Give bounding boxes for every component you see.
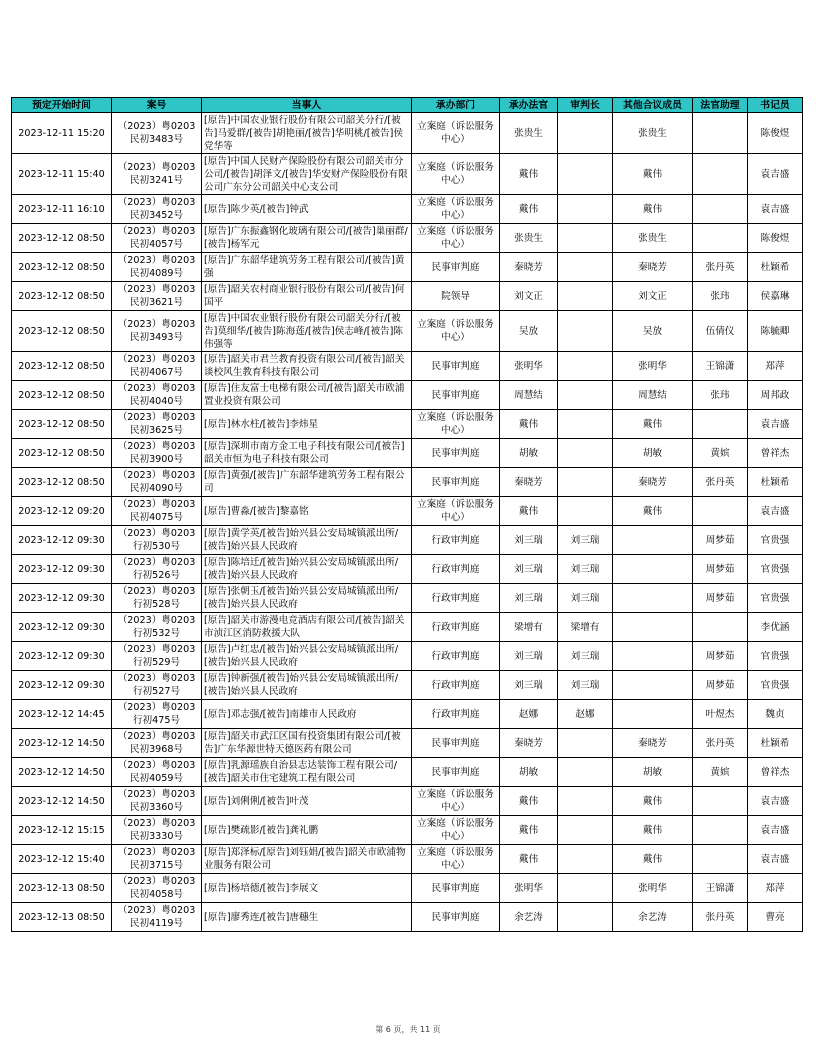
chief-judge-cell: 赵娜 [558, 700, 613, 729]
case-number-cell: （2023）粤0203民初3360号 [112, 787, 202, 816]
parties-cell: [原告]中国农业银行股份有限公司韶关分行/[被告]马爱群/[被告]胡艳丽/[被告]华明桃/[被告]侯党华等 [202, 113, 412, 154]
presiding-judge-cell: 戴伟 [500, 195, 558, 224]
judge-assistant-cell: 张玮 [693, 381, 748, 410]
start-time-cell: 2023-12-12 08:50 [12, 381, 112, 410]
judge-assistant-cell [693, 816, 748, 845]
table-row [12, 758, 803, 787]
judge-assistant-cell: 王锦潇 [693, 874, 748, 903]
judge-assistant-cell [693, 497, 748, 526]
header-chief-judge: 审判长 [558, 98, 613, 113]
judge-assistant-cell: 周梦茹 [693, 671, 748, 700]
presiding-judge-cell: 梁增有 [500, 613, 558, 642]
start-time-cell: 2023-12-12 09:30 [12, 584, 112, 613]
other-members-cell [613, 555, 693, 584]
case-number-cell: （2023）粤0203民初4059号 [112, 758, 202, 787]
judge-assistant-cell: 黄嫔 [693, 758, 748, 787]
clerk-cell: 周邦政 [748, 381, 803, 410]
presiding-judge-cell: 张贵生 [500, 113, 558, 154]
judge-assistant-cell: 张丹英 [693, 903, 748, 932]
parties-cell: [原告]陈少英/[被告]钟武 [202, 195, 412, 224]
clerk-cell: 郑萍 [748, 874, 803, 903]
judge-assistant-cell: 张玮 [693, 282, 748, 311]
chief-judge-cell [558, 410, 613, 439]
chief-judge-cell: 梁增有 [558, 613, 613, 642]
case-number-cell: （2023）粤0203民初4075号 [112, 497, 202, 526]
presiding-judge-cell: 戴伟 [500, 410, 558, 439]
judge-assistant-cell: 张丹英 [693, 729, 748, 758]
clerk-cell: 李优涵 [748, 613, 803, 642]
clerk-cell: 陈俊煜 [748, 224, 803, 253]
judge-assistant-cell: 张丹英 [693, 468, 748, 497]
other-members-cell: 戴伟 [613, 195, 693, 224]
other-members-cell: 戴伟 [613, 787, 693, 816]
presiding-judge-cell: 刘三瑞 [500, 642, 558, 671]
clerk-cell: 郑萍 [748, 352, 803, 381]
judge-assistant-cell: 王锦潇 [693, 352, 748, 381]
chief-judge-cell [558, 113, 613, 154]
chief-judge-cell [558, 311, 613, 352]
table-row [12, 555, 803, 584]
start-time-cell: 2023-12-12 14:45 [12, 700, 112, 729]
table-row [12, 642, 803, 671]
other-members-cell: 张明华 [613, 352, 693, 381]
department-cell: 民事审判庭 [412, 381, 500, 410]
parties-cell: [原告]住友富士电梯有限公司/[被告]韶关市欧浦置业投资有限公司 [202, 381, 412, 410]
header-department: 承办部门 [412, 98, 500, 113]
table-row [12, 613, 803, 642]
presiding-judge-cell: 胡敏 [500, 439, 558, 468]
other-members-cell: 戴伟 [613, 497, 693, 526]
department-cell: 民事审判庭 [412, 439, 500, 468]
other-members-cell: 戴伟 [613, 154, 693, 195]
other-members-cell: 秦晓芳 [613, 253, 693, 282]
parties-cell: [原告]韶关农村商业银行股份有限公司/[被告]何国平 [202, 282, 412, 311]
other-members-cell: 吴放 [613, 311, 693, 352]
parties-cell: [原告]林水柱/[被告]李炜星 [202, 410, 412, 439]
case-number-cell: （2023）粤0203民初4040号 [112, 381, 202, 410]
table-row [12, 195, 803, 224]
start-time-cell: 2023-12-12 08:50 [12, 224, 112, 253]
judge-assistant-cell [693, 410, 748, 439]
case-number-cell: （2023）粤0203民初3968号 [112, 729, 202, 758]
chief-judge-cell [558, 195, 613, 224]
other-members-cell [613, 613, 693, 642]
chief-judge-cell [558, 253, 613, 282]
presiding-judge-cell: 余艺涛 [500, 903, 558, 932]
clerk-cell: 官贵强 [748, 671, 803, 700]
other-members-cell: 张贵生 [613, 113, 693, 154]
presiding-judge-cell: 秦晓芳 [500, 729, 558, 758]
department-cell: 立案庭（诉讼服务中心） [412, 113, 500, 154]
other-members-cell: 胡敏 [613, 439, 693, 468]
chief-judge-cell [558, 381, 613, 410]
start-time-cell: 2023-12-12 09:30 [12, 555, 112, 584]
department-cell: 行政审判庭 [412, 584, 500, 613]
clerk-cell: 杜颖希 [748, 729, 803, 758]
start-time-cell: 2023-12-11 15:40 [12, 154, 112, 195]
parties-cell: [原告]卢红忠/[被告]始兴县公安局城镇派出所/[被告]始兴县人民政府 [202, 642, 412, 671]
chief-judge-cell [558, 787, 613, 816]
table-row [12, 154, 803, 195]
clerk-cell: 陈俊煜 [748, 113, 803, 154]
department-cell: 民事审判庭 [412, 352, 500, 381]
clerk-cell: 杜颖希 [748, 253, 803, 282]
presiding-judge-cell: 刘三瑞 [500, 671, 558, 700]
department-cell: 立案庭（诉讼服务中心） [412, 787, 500, 816]
parties-cell: [原告]乳源瑶族自治县志达装饰工程有限公司/[被告]韶关市住宅建筑工程有限公司 [202, 758, 412, 787]
table-row [12, 253, 803, 282]
presiding-judge-cell: 戴伟 [500, 816, 558, 845]
table-row [12, 700, 803, 729]
presiding-judge-cell: 赵娜 [500, 700, 558, 729]
clerk-cell: 袁吉盛 [748, 845, 803, 874]
table-row [12, 874, 803, 903]
start-time-cell: 2023-12-12 08:50 [12, 410, 112, 439]
table-row [12, 497, 803, 526]
parties-cell: [原告]钟新强/[被告]始兴县公安局城镇派出所/[被告]始兴县人民政府 [202, 671, 412, 700]
case-number-cell: （2023）粤0203民初4089号 [112, 253, 202, 282]
department-cell: 立案庭（诉讼服务中心） [412, 845, 500, 874]
case-number-cell: （2023）粤0203民初4067号 [112, 352, 202, 381]
presiding-judge-cell: 刘三瑞 [500, 584, 558, 613]
start-time-cell: 2023-12-12 08:50 [12, 253, 112, 282]
chief-judge-cell [558, 439, 613, 468]
parties-cell: [原告]中国人民财产保险股份有限公司韶关市分公司/[被告]胡泽文/[被告]华安财产保险股份有限公司广东分公司韶关中心支公司 [202, 154, 412, 195]
parties-cell: [原告]黄强/[被告]广东韶华建筑劳务工程有限公司 [202, 468, 412, 497]
start-time-cell: 2023-12-12 14:50 [12, 758, 112, 787]
clerk-cell: 官贵强 [748, 584, 803, 613]
other-members-cell: 张贵生 [613, 224, 693, 253]
start-time-cell: 2023-12-12 08:50 [12, 282, 112, 311]
clerk-cell: 官贵强 [748, 642, 803, 671]
header-start-time: 预定开始时间 [12, 98, 112, 113]
chief-judge-cell [558, 758, 613, 787]
chief-judge-cell [558, 816, 613, 845]
other-members-cell [613, 584, 693, 613]
other-members-cell: 秦晓芳 [613, 729, 693, 758]
chief-judge-cell [558, 224, 613, 253]
presiding-judge-cell: 秦晓芳 [500, 468, 558, 497]
table-row [12, 526, 803, 555]
hearing-schedule-table [11, 97, 803, 932]
judge-assistant-cell [693, 787, 748, 816]
presiding-judge-cell: 秦晓芳 [500, 253, 558, 282]
chief-judge-cell: 刘三瑞 [558, 526, 613, 555]
presiding-judge-cell: 张明华 [500, 874, 558, 903]
chief-judge-cell [558, 903, 613, 932]
judge-assistant-cell [693, 845, 748, 874]
presiding-judge-cell: 胡敏 [500, 758, 558, 787]
other-members-cell: 胡敏 [613, 758, 693, 787]
other-members-cell: 秦晓芳 [613, 468, 693, 497]
department-cell: 立案庭（诉讼服务中心） [412, 311, 500, 352]
parties-cell: [原告]樊疏影/[被告]龚礼鹏 [202, 816, 412, 845]
department-cell: 院领导 [412, 282, 500, 311]
case-number-cell: （2023）粤0203行初526号 [112, 555, 202, 584]
judge-assistant-cell: 黄嫔 [693, 439, 748, 468]
clerk-cell: 官贵强 [748, 555, 803, 584]
other-members-cell: 周慧结 [613, 381, 693, 410]
other-members-cell [613, 700, 693, 729]
other-members-cell: 张明华 [613, 874, 693, 903]
header-parties: 当事人 [202, 98, 412, 113]
case-number-cell: （2023）粤0203行初475号 [112, 700, 202, 729]
case-number-cell: （2023）粤0203民初3621号 [112, 282, 202, 311]
clerk-cell: 袁吉盛 [748, 410, 803, 439]
department-cell: 民事审判庭 [412, 253, 500, 282]
case-number-cell: （2023）粤0203民初3715号 [112, 845, 202, 874]
start-time-cell: 2023-12-12 15:40 [12, 845, 112, 874]
header-presiding-judge: 承办法官 [500, 98, 558, 113]
judge-assistant-cell: 周梦茹 [693, 555, 748, 584]
parties-cell: [原告]曹淼/[被告]黎嘉铭 [202, 497, 412, 526]
parties-cell: [原告]邓志强/[被告]南雄市人民政府 [202, 700, 412, 729]
parties-cell: [原告]刘俐俐/[被告]叶茂 [202, 787, 412, 816]
case-number-cell: （2023）粤0203行初532号 [112, 613, 202, 642]
clerk-cell: 曾祥杰 [748, 758, 803, 787]
clerk-cell: 官贵强 [748, 526, 803, 555]
department-cell: 民事审判庭 [412, 468, 500, 497]
case-number-cell: （2023）粤0203民初3483号 [112, 113, 202, 154]
start-time-cell: 2023-12-13 08:50 [12, 874, 112, 903]
start-time-cell: 2023-12-12 08:50 [12, 468, 112, 497]
table-row [12, 468, 803, 497]
parties-cell: [原告]韶关市君兰教育投资有限公司/[被告]韶关谈校风生教育科技有限公司 [202, 352, 412, 381]
department-cell: 行政审判庭 [412, 671, 500, 700]
parties-cell: [原告]张朝玉/[被告]始兴县公安局城镇派出所/[被告]始兴县人民政府 [202, 584, 412, 613]
department-cell: 立案庭（诉讼服务中心） [412, 816, 500, 845]
chief-judge-cell: 刘三瑞 [558, 584, 613, 613]
parties-cell: [原告]廖秀连/[被告]唐穗生 [202, 903, 412, 932]
presiding-judge-cell: 吴放 [500, 311, 558, 352]
case-number-cell: （2023）粤0203民初4057号 [112, 224, 202, 253]
department-cell: 行政审判庭 [412, 555, 500, 584]
presiding-judge-cell: 周慧结 [500, 381, 558, 410]
clerk-cell: 杜颖希 [748, 468, 803, 497]
table-row [12, 845, 803, 874]
judge-assistant-cell [693, 613, 748, 642]
table-row [12, 584, 803, 613]
clerk-cell: 袁吉盛 [748, 154, 803, 195]
judge-assistant-cell: 周梦茹 [693, 526, 748, 555]
department-cell: 立案庭（诉讼服务中心） [412, 154, 500, 195]
parties-cell: [原告]中国农业银行股份有限公司韶关分行/[被告]莫细华/[被告]陈海莲/[被告]侯志峰/[被告]陈伟强等 [202, 311, 412, 352]
clerk-cell: 袁吉盛 [748, 195, 803, 224]
department-cell: 行政审判庭 [412, 700, 500, 729]
presiding-judge-cell: 刘三瑞 [500, 555, 558, 584]
other-members-cell [613, 526, 693, 555]
header-judge-assistant: 法官助理 [693, 98, 748, 113]
clerk-cell: 袁吉盛 [748, 497, 803, 526]
presiding-judge-cell: 刘文正 [500, 282, 558, 311]
clerk-cell: 侯嘉琳 [748, 282, 803, 311]
presiding-judge-cell: 戴伟 [500, 497, 558, 526]
start-time-cell: 2023-12-12 14:50 [12, 729, 112, 758]
start-time-cell: 2023-12-12 08:50 [12, 439, 112, 468]
table-row [12, 282, 803, 311]
chief-judge-cell [558, 282, 613, 311]
presiding-judge-cell: 张贵生 [500, 224, 558, 253]
start-time-cell: 2023-12-12 08:50 [12, 311, 112, 352]
other-members-cell: 戴伟 [613, 845, 693, 874]
department-cell: 民事审判庭 [412, 874, 500, 903]
judge-assistant-cell: 伍倩仪 [693, 311, 748, 352]
judge-assistant-cell [693, 113, 748, 154]
start-time-cell: 2023-12-11 16:10 [12, 195, 112, 224]
case-number-cell: （2023）粤0203行初529号 [112, 642, 202, 671]
table-row [12, 352, 803, 381]
department-cell: 民事审判庭 [412, 758, 500, 787]
case-number-cell: （2023）粤0203民初3493号 [112, 311, 202, 352]
header-clerk: 书记员 [748, 98, 803, 113]
judge-assistant-cell: 叶煜杰 [693, 700, 748, 729]
table-row [12, 671, 803, 700]
judge-assistant-cell [693, 154, 748, 195]
table-row [12, 729, 803, 758]
department-cell: 立案庭（诉讼服务中心） [412, 224, 500, 253]
case-number-cell: （2023）粤0203民初3900号 [112, 439, 202, 468]
presiding-judge-cell: 刘三瑞 [500, 526, 558, 555]
case-number-cell: （2023）粤0203民初3452号 [112, 195, 202, 224]
clerk-cell: 袁吉盛 [748, 787, 803, 816]
chief-judge-cell [558, 154, 613, 195]
case-number-cell: （2023）粤0203民初4119号 [112, 903, 202, 932]
table-row [12, 410, 803, 439]
table-row [12, 113, 803, 154]
presiding-judge-cell: 戴伟 [500, 845, 558, 874]
chief-judge-cell: 刘三瑞 [558, 555, 613, 584]
department-cell: 行政审判庭 [412, 526, 500, 555]
presiding-judge-cell: 戴伟 [500, 787, 558, 816]
chief-judge-cell [558, 352, 613, 381]
start-time-cell: 2023-12-13 08:50 [12, 903, 112, 932]
judge-assistant-cell: 周梦茹 [693, 584, 748, 613]
case-number-cell: （2023）粤0203民初4058号 [112, 874, 202, 903]
judge-assistant-cell [693, 224, 748, 253]
table-row [12, 439, 803, 468]
case-number-cell: （2023）粤0203民初3241号 [112, 154, 202, 195]
start-time-cell: 2023-12-12 09:20 [12, 497, 112, 526]
case-number-cell: （2023）粤0203行初530号 [112, 526, 202, 555]
header-row [12, 98, 803, 113]
start-time-cell: 2023-12-12 09:30 [12, 671, 112, 700]
department-cell: 民事审判庭 [412, 903, 500, 932]
case-number-cell: （2023）粤0203民初3625号 [112, 410, 202, 439]
parties-cell: [原告]广东韶华建筑劳务工程有限公司/[被告]黄强 [202, 253, 412, 282]
header-other-members: 其他合议成员 [613, 98, 693, 113]
chief-judge-cell: 刘三瑞 [558, 671, 613, 700]
case-number-cell: （2023）粤0203民初3330号 [112, 816, 202, 845]
department-cell: 立案庭（诉讼服务中心） [412, 497, 500, 526]
department-cell: 民事审判庭 [412, 729, 500, 758]
chief-judge-cell: 刘三瑞 [558, 642, 613, 671]
start-time-cell: 2023-12-11 15:20 [12, 113, 112, 154]
parties-cell: [原告]郑泽标/[原告]刘钰娟/[被告]韶关市欧浦物业服务有限公司 [202, 845, 412, 874]
judge-assistant-cell: 张丹英 [693, 253, 748, 282]
parties-cell: [原告]深圳市南方金工电子科技有限公司/[被告]韶关市恒为电子科技有限公司 [202, 439, 412, 468]
other-members-cell [613, 671, 693, 700]
chief-judge-cell [558, 874, 613, 903]
table-row [12, 381, 803, 410]
case-number-cell: （2023）粤0203行初527号 [112, 671, 202, 700]
table-row [12, 224, 803, 253]
chief-judge-cell [558, 468, 613, 497]
parties-cell: [原告]杨培德/[被告]李展文 [202, 874, 412, 903]
page-footer: 第 6 页，共 11 页 [375, 1025, 441, 1034]
clerk-cell: 魏贞 [748, 700, 803, 729]
department-cell: 立案庭（诉讼服务中心） [412, 195, 500, 224]
table-row [12, 787, 803, 816]
case-number-cell: （2023）粤0203民初4090号 [112, 468, 202, 497]
department-cell: 行政审判庭 [412, 613, 500, 642]
other-members-cell: 余艺涛 [613, 903, 693, 932]
start-time-cell: 2023-12-12 08:50 [12, 352, 112, 381]
header-case-number: 案号 [112, 98, 202, 113]
judge-assistant-cell [693, 195, 748, 224]
chief-judge-cell [558, 845, 613, 874]
presiding-judge-cell: 张明华 [500, 352, 558, 381]
chief-judge-cell [558, 729, 613, 758]
presiding-judge-cell: 戴伟 [500, 154, 558, 195]
start-time-cell: 2023-12-12 09:30 [12, 613, 112, 642]
other-members-cell [613, 642, 693, 671]
start-time-cell: 2023-12-12 09:30 [12, 526, 112, 555]
parties-cell: [原告]黄学英/[被告]始兴县公安局城镇派出所/[被告]始兴县人民政府 [202, 526, 412, 555]
start-time-cell: 2023-12-12 15:15 [12, 816, 112, 845]
other-members-cell: 刘文正 [613, 282, 693, 311]
department-cell: 行政审判庭 [412, 642, 500, 671]
table-row [12, 311, 803, 352]
other-members-cell: 戴伟 [613, 410, 693, 439]
start-time-cell: 2023-12-12 14:50 [12, 787, 112, 816]
clerk-cell: 袁吉盛 [748, 816, 803, 845]
judge-assistant-cell: 周梦茹 [693, 642, 748, 671]
start-time-cell: 2023-12-12 09:30 [12, 642, 112, 671]
chief-judge-cell [558, 497, 613, 526]
department-cell: 立案庭（诉讼服务中心） [412, 410, 500, 439]
clerk-cell: 曾祥杰 [748, 439, 803, 468]
parties-cell: [原告]广东振鑫钢化玻璃有限公司/[被告]巢丽群/[被告]杨军元 [202, 224, 412, 253]
other-members-cell: 戴伟 [613, 816, 693, 845]
parties-cell: [原告]陈培迁/[被告]始兴县公安局城镇派出所/[被告]始兴县人民政府 [202, 555, 412, 584]
parties-cell: [原告]韶关市游漫电竞酒店有限公司/[被告]韶关市浈江区消防救援大队 [202, 613, 412, 642]
table-row [12, 816, 803, 845]
table-row [12, 903, 803, 932]
clerk-cell: 曹亮 [748, 903, 803, 932]
clerk-cell: 陈毓卿 [748, 311, 803, 352]
parties-cell: [原告]韶关市武江区国有投资集团有限公司/[被告]广东华源世特天德医药有限公司 [202, 729, 412, 758]
case-number-cell: （2023）粤0203行初528号 [112, 584, 202, 613]
